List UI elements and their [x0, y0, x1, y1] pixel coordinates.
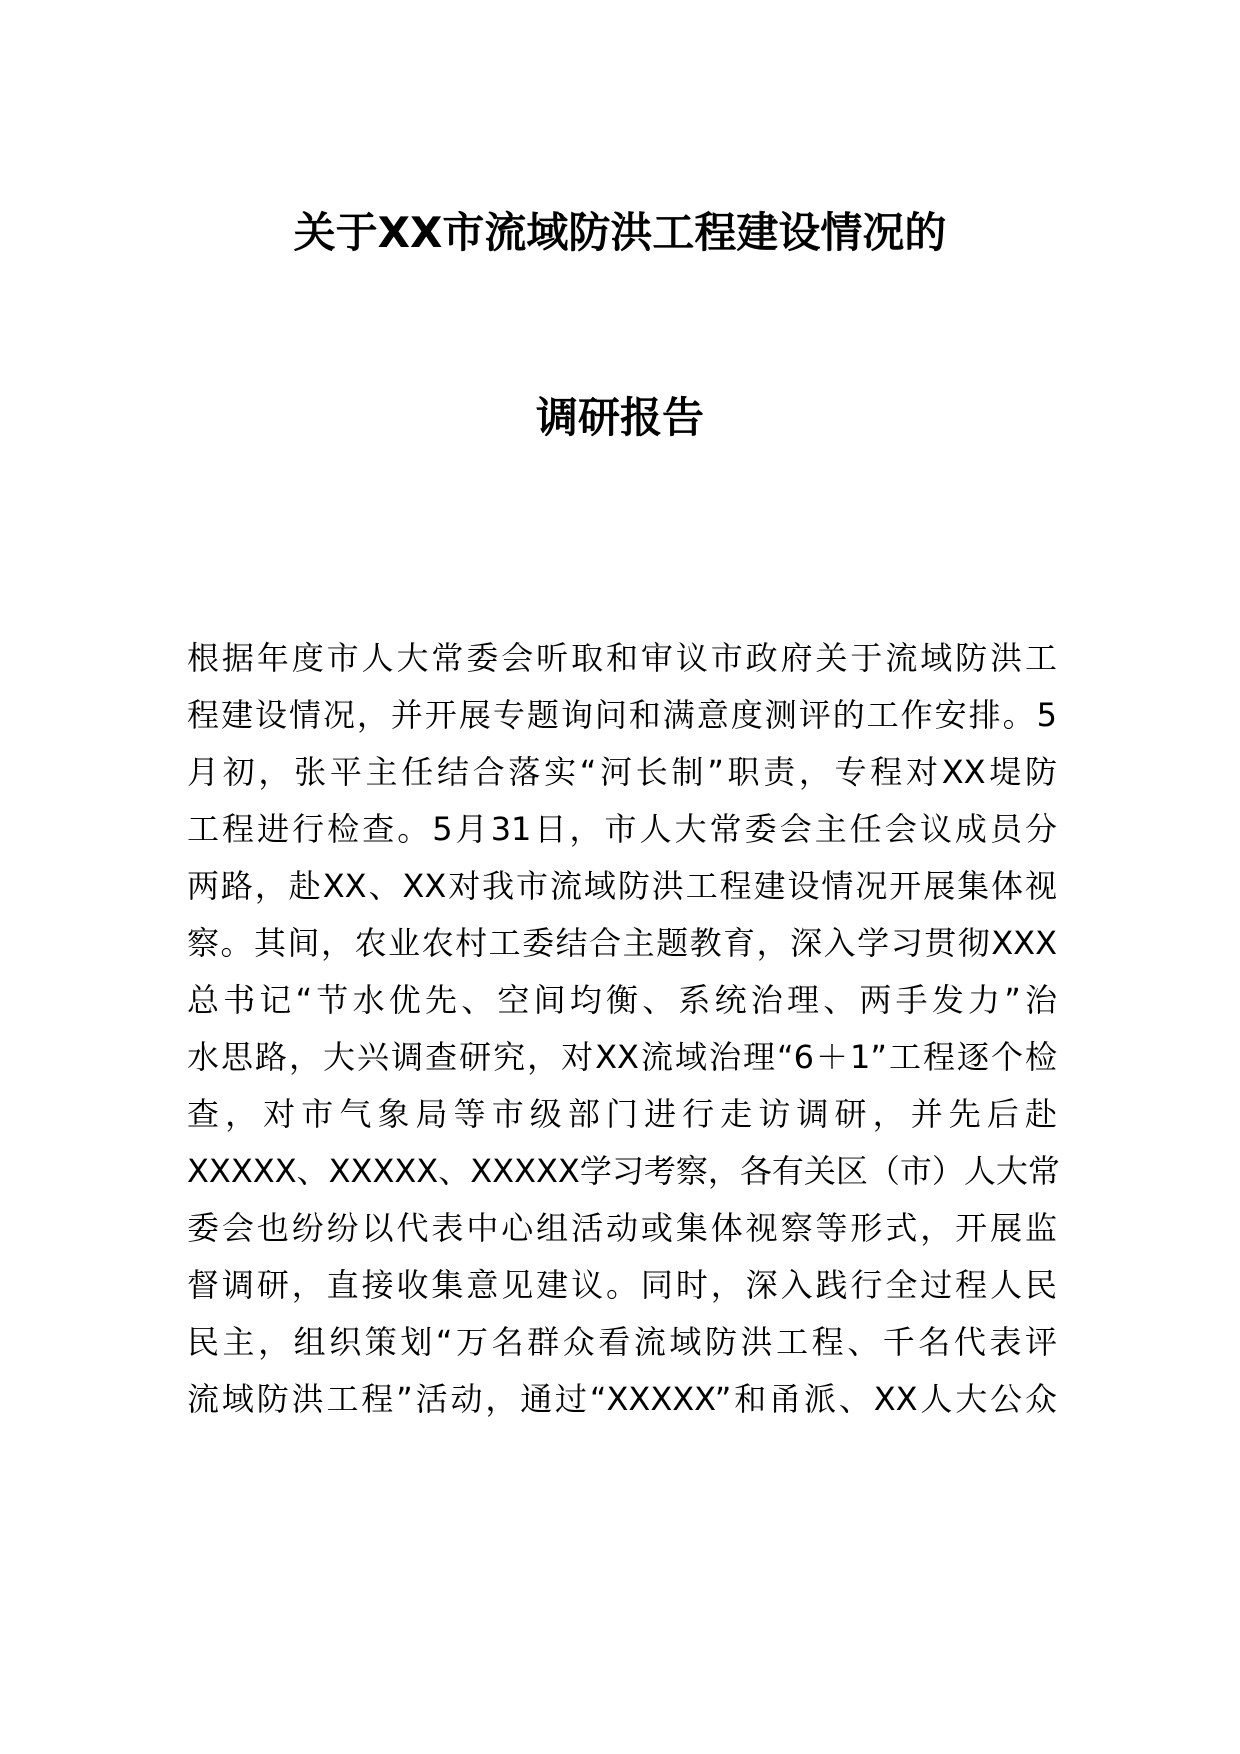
document-title-line-1: 关于XX市流域防洪工程建设情况的 [293, 208, 947, 257]
body-text-line: 工程进行检查。5月31日，市人大常委会主任会议成员分 [187, 810, 1057, 848]
body-text-line: 查，对市气象局等市级部门进行走访调研，并先后赴 [187, 1095, 1057, 1133]
document-title-line-2: 调研报告 [535, 393, 704, 442]
body-text-line: 水思路，大兴调查研究，对XX流域治理“6＋1”工程逐个检 [187, 1038, 1057, 1076]
body-text-line: 督调研，直接收集意见建议。同时，深入践行全过程人民 [187, 1266, 1057, 1304]
body-text-line: 根据年度市人大常委会听取和审议市政府关于流域防洪工 [187, 639, 1057, 677]
body-text-line: 委会也纷纷以代表中心组活动或集体视察等形式，开展监 [187, 1209, 1057, 1247]
body-text-line: 月初，张平主任结合落实“河长制”职责，专程对XX堤防 [187, 753, 1057, 791]
body-text-line: XXXXX、XXXXX、XXXXX学习考察，各有关区（市）人大常 [187, 1152, 1060, 1190]
body-text-line: 察。其间，农业农村工委结合主题教育，深入学习贯彻XXX [187, 924, 1057, 962]
body-text-line: 民主，组织策划“万名群众看流域防洪工程、千名代表评 [187, 1323, 1057, 1361]
body-text-line: 总书记“节水优先、空间均衡、系统治理、两手发力”治 [187, 981, 1057, 1019]
body-text-line: 两路，赴XX、XX对我市流域防洪工程建设情况开展集体视 [187, 867, 1057, 905]
body-text-line: 程建设情况，并开展专题询问和满意度测评的工作安排。5 [187, 696, 1057, 734]
body-text-line: 流域防洪工程”活动，通过“XXXXX”和甬派、XX人大公众 [187, 1380, 1057, 1418]
